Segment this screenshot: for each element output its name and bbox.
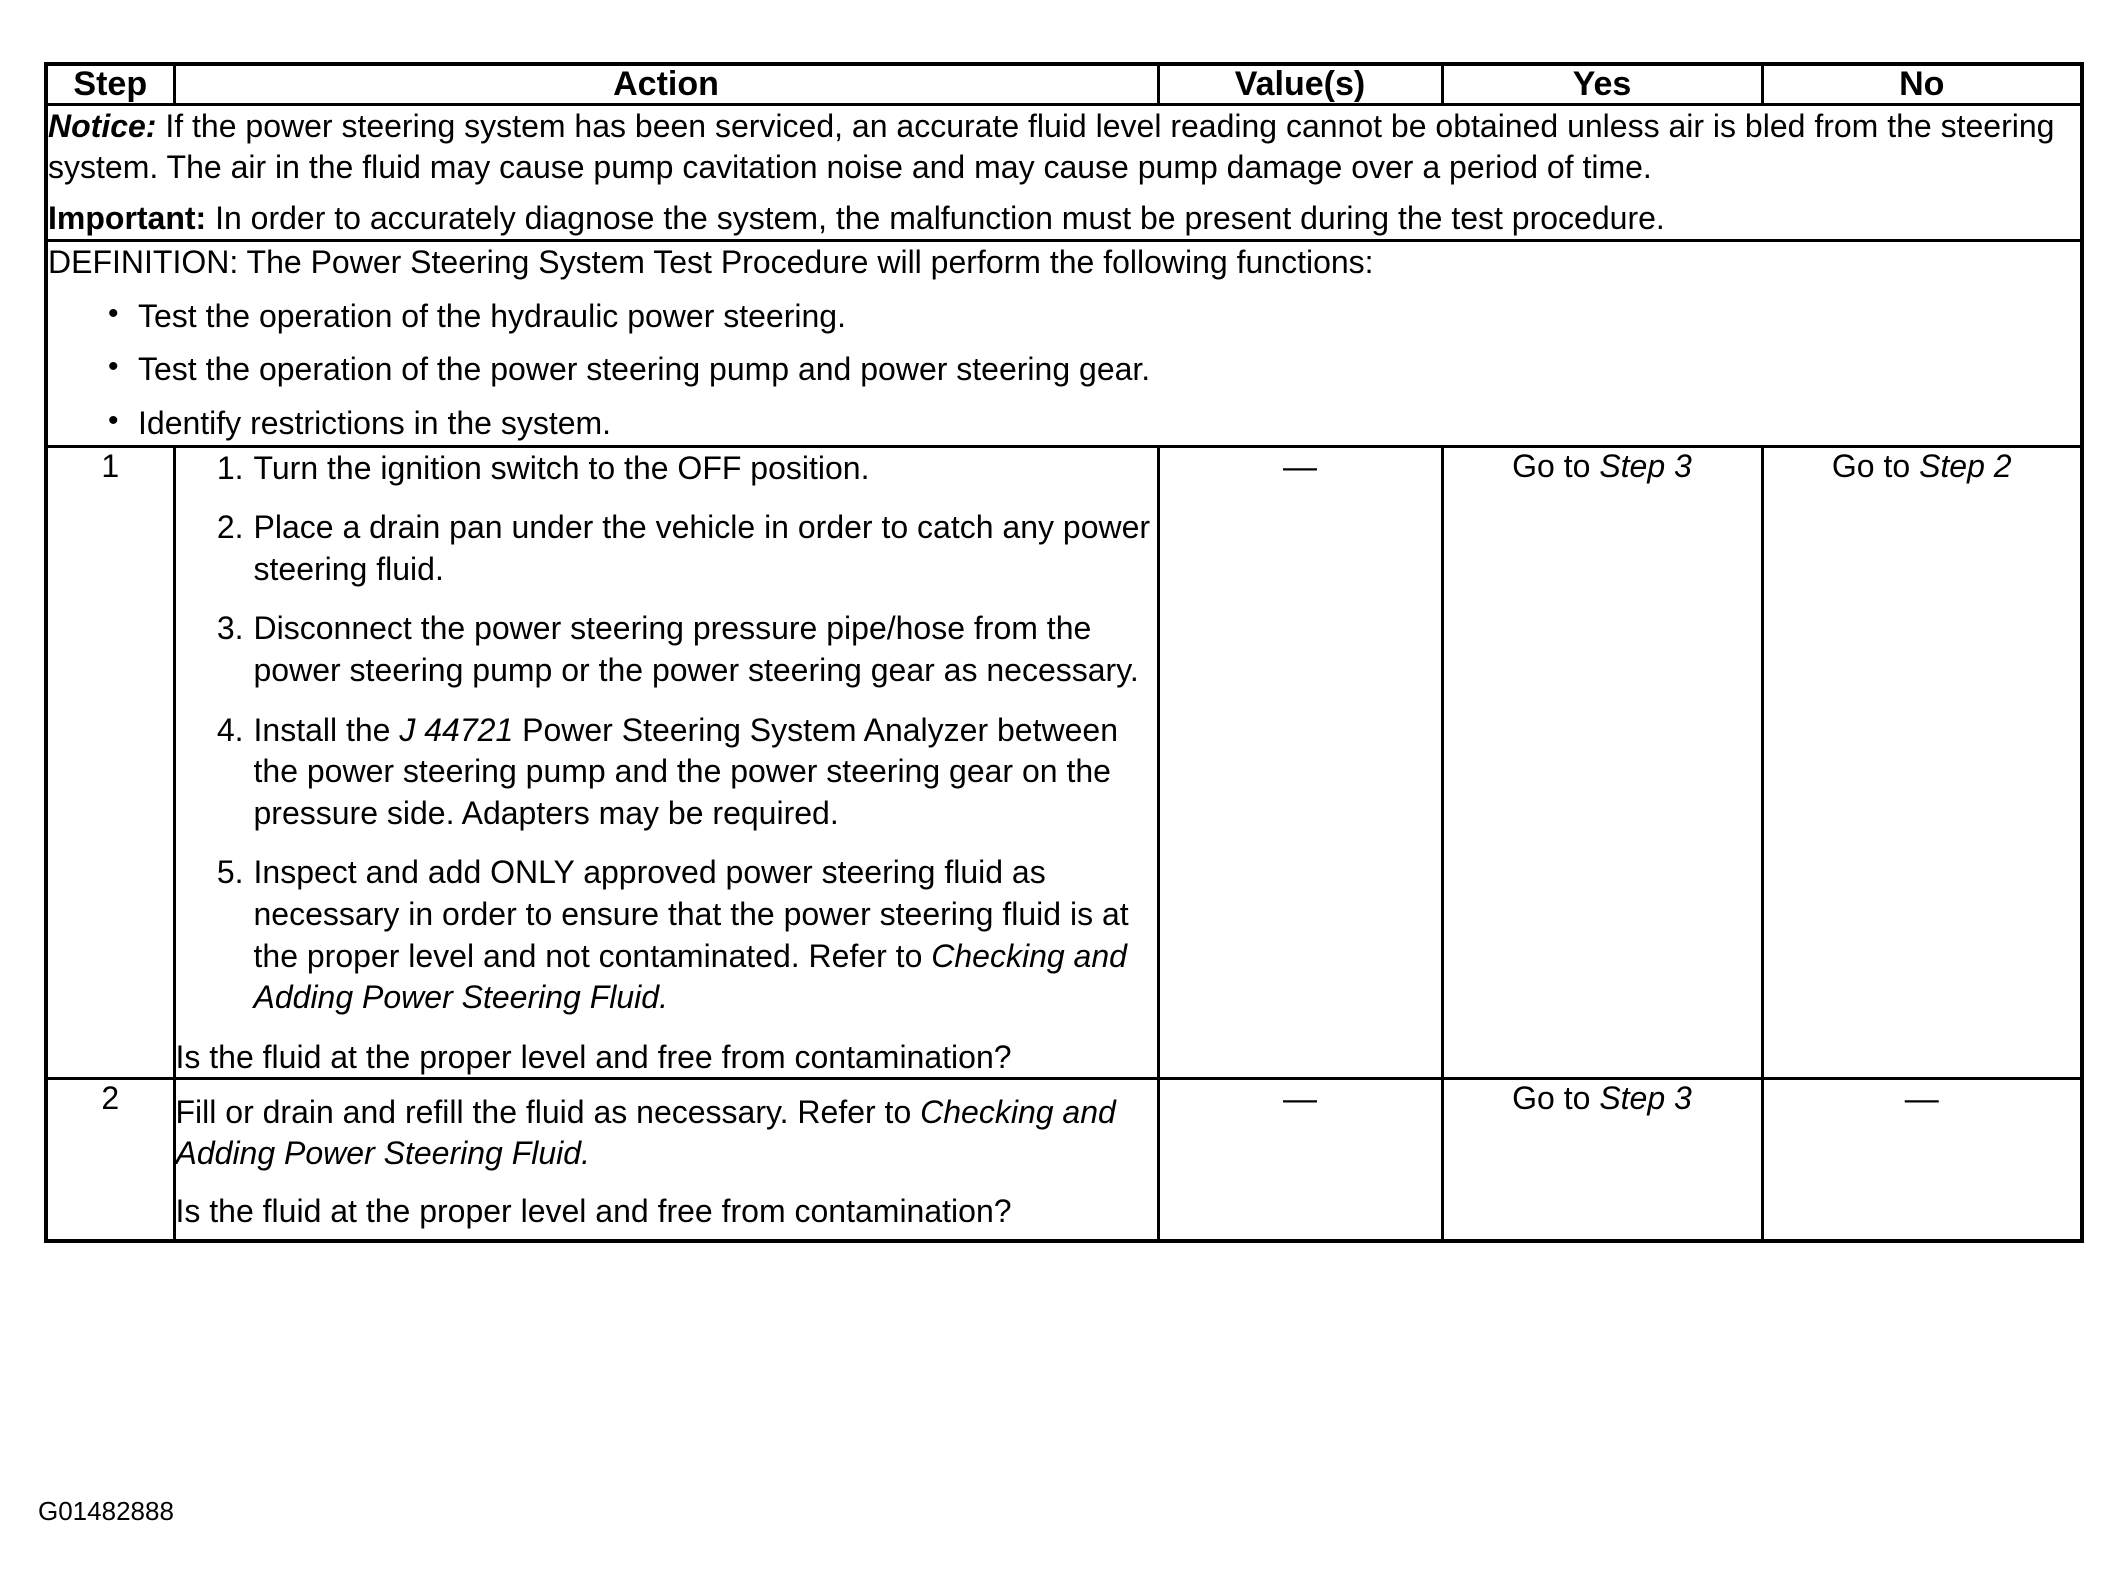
header-action: Action <box>174 64 1158 105</box>
reference-title: Checking and Adding Power Steering Fluid. <box>253 937 1127 1016</box>
definition-cell <box>46 241 2082 446</box>
important-text: In order to accurately diagnose the system, the malfunction must be present during the test procedure. <box>206 200 1665 237</box>
step-number-2: 2 <box>46 1078 174 1241</box>
yes-cell-step-2: Go to Step 3 <box>1442 1078 1762 1241</box>
notice-label: Notice: <box>48 108 157 145</box>
notice-paragraph <box>48 106 2080 188</box>
important-paragraph <box>48 198 2080 239</box>
yes-target-step-1: Step 3 <box>1599 447 1692 484</box>
value-cell-step-1: — <box>1158 446 1442 1078</box>
header-values: Value(s) <box>1158 64 1442 105</box>
list-item: Turn the ignition switch to the OFF position. <box>253 449 870 486</box>
yes-cell-step-1: Go to Step 3 <box>1442 446 1762 1078</box>
list-item: • Test the operation of the hydraulic power steering. <box>108 296 2080 338</box>
header-no: No <box>1762 64 2082 105</box>
list-item: Disconnect the power steering pressure pipe/hose from the power steering pump or the power steering gear as necessary. <box>253 610 1139 688</box>
tool-number: J 44721 <box>399 711 514 748</box>
action-cell-step-2 <box>174 1078 1158 1241</box>
list-item: Place a drain pan under the vehicle in order to catch any power steering fluid. <box>253 509 1151 587</box>
notice-text: If the power steering system has been serviced, an accurate fluid level reading cannot be obtained unless air is bled from the steering system. The air in the fluid may cause pump cavitation noise and may cause pump damage over a period of time. <box>48 108 2055 186</box>
step-question-1: Is the fluid at the proper level and free from contamination? <box>175 1038 1012 1075</box>
yes-target-step-2: Step 3 <box>1599 1079 1692 1116</box>
header-step: Step <box>46 64 174 105</box>
definition-bullet-list <box>48 296 2080 445</box>
no-cell-step-1: Go to Step 2 <box>1762 446 2082 1078</box>
substep-list <box>176 448 1157 1019</box>
figure-id: G01482888 <box>38 1496 174 1526</box>
action-cell-step-1 <box>174 446 1158 1078</box>
step-question-2: Is the fluid at the proper level and free from contamination? <box>175 1192 1012 1229</box>
list-item: • Identify restrictions in the system. <box>108 403 2080 445</box>
table-row <box>46 1078 2082 1241</box>
notice-row <box>46 105 2082 241</box>
list-item: Inspect and add ONLY approved power steering fluid as necessary in order to ensure that the power steering fluid is at the proper level and not contaminated. Refer to Checking and Adding Power Steering Fluid. <box>253 854 1129 1016</box>
header-yes: Yes <box>1442 64 1762 105</box>
reference-title: Checking and Adding Power Steering Fluid. <box>175 1093 1116 1172</box>
definition-row <box>46 241 2082 446</box>
diagnostic-procedure-table <box>44 62 2084 1243</box>
value-cell-step-2: — <box>1158 1078 1442 1241</box>
definition-lead: DEFINITION: The Power Steering System Test Procedure will perform the following functions: <box>48 244 1374 281</box>
table-row <box>46 446 2082 1078</box>
step-number-1: 1 <box>46 446 174 1078</box>
list-item: Install the J 44721 Power Steering System Analyzer between the power steering pump and the power steering gear on the pressure side. Adapters may be required. <box>253 711 1118 831</box>
no-cell-step-2: — <box>1762 1078 2082 1241</box>
notice-important-cell <box>46 105 2082 241</box>
procedure-table-container <box>44 62 2080 1243</box>
list-item: • Test the operation of the power steering pump and power steering gear. <box>108 349 2080 391</box>
table-header-row <box>46 64 2082 105</box>
step-instruction-2: Fill or drain and refill the fluid as necessary. Refer to Checking and Adding Power Steering Fluid. <box>175 1093 1116 1172</box>
no-target-step-1: Step 2 <box>1919 447 2012 484</box>
important-label: Important: <box>48 200 207 237</box>
